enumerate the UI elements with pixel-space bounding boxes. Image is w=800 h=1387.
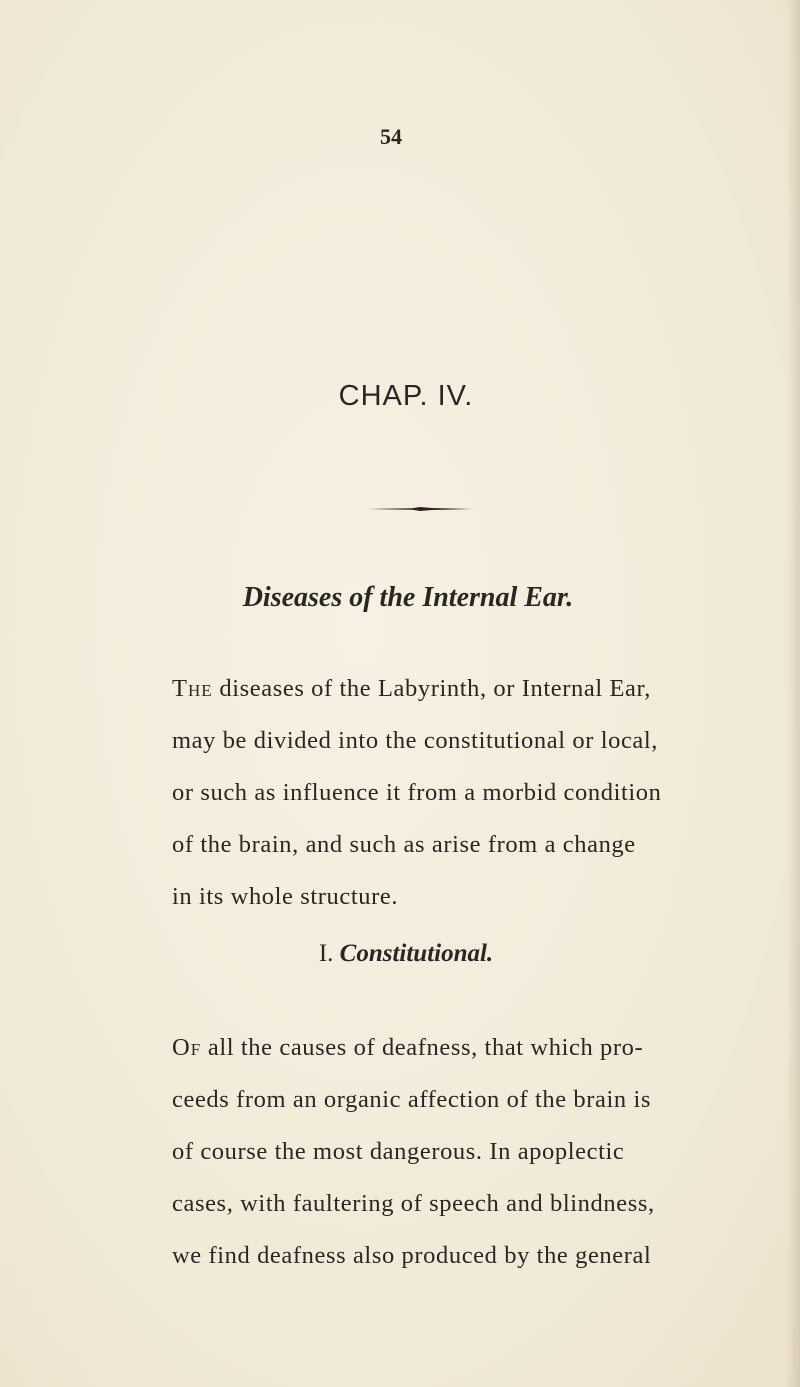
- paragraph-line: of course the most dangerous. In apoplectic: [172, 1138, 625, 1165]
- chapter-title: CHAP. IV.: [338, 380, 474, 412]
- paragraph-line: we find deafness also produced by the general: [172, 1242, 652, 1269]
- line-text: all the causes of deafness, that which pro-: [207, 1034, 644, 1061]
- paragraph-1: [172, 663, 732, 923]
- paragraph-line: may be divided into the constitutional or local,: [172, 727, 659, 754]
- paragraph-line: ceeds from an organic affection of the brain is: [172, 1086, 652, 1113]
- paragraph-2: [172, 1022, 732, 1282]
- chapter-subtitle: Diseases of the Internal Ear.: [242, 582, 574, 613]
- dropcap-word: Of: [172, 1034, 202, 1061]
- page-number: 54: [380, 124, 402, 149]
- paragraph-line: [172, 1022, 732, 1074]
- paragraph-line: cases, with faultering of speech and blindness,: [172, 1190, 655, 1217]
- page-edge-shadow: [786, 0, 800, 1387]
- ornamental-rule: [368, 507, 472, 511]
- paragraph-line: of the brain, and such as arise from a change: [172, 831, 636, 858]
- dropcap-word: The: [172, 675, 213, 702]
- section-numeral: I.: [318, 940, 334, 967]
- section-heading: [0, 940, 800, 968]
- line-text: diseases of the Labyrinth, or Internal Ear,: [219, 675, 652, 702]
- section-title: Constitutional.: [339, 940, 494, 967]
- paragraph-line: in its whole structure.: [172, 883, 399, 910]
- paragraph-line: or such as influence it from a morbid condition: [172, 779, 662, 806]
- paragraph-line: [172, 663, 732, 715]
